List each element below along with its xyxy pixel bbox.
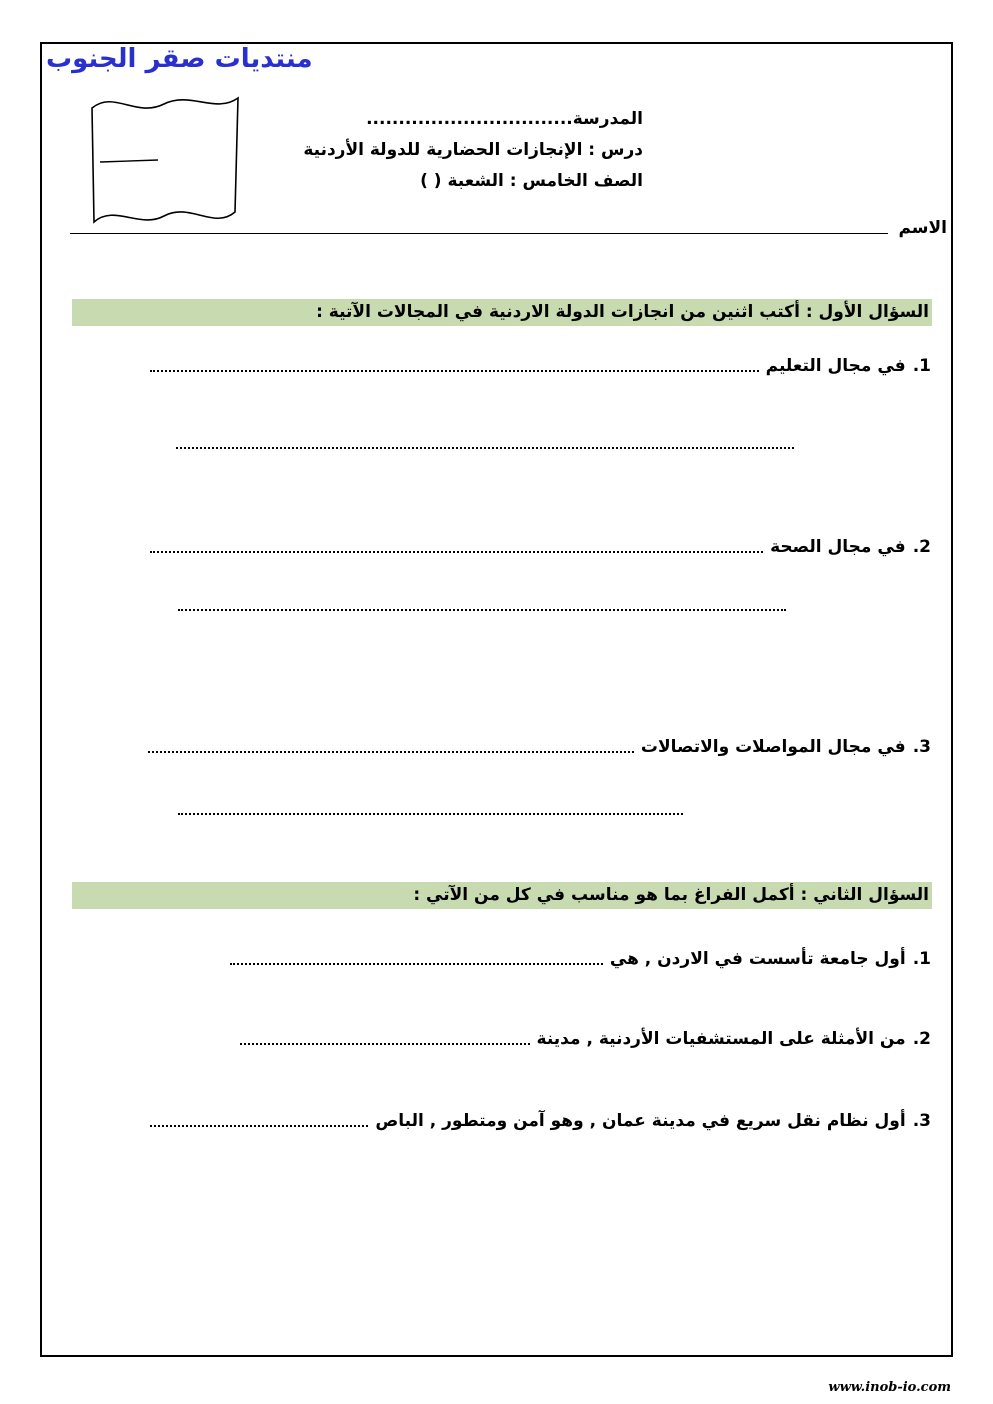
question2-title-bar: السؤال الثاني : أكمل الفراغ بما هو مناسب في كل من الآتي :	[72, 882, 932, 909]
q2-item-1-number: 1.	[912, 949, 931, 969]
lesson-line: درس : الإنجازات الحضارية للدولة الأردنية	[303, 140, 643, 160]
name-label: الاسم	[898, 218, 947, 238]
name-row	[70, 218, 947, 238]
q2-item-2-text: من الأمثلة على المستشفيات الأردنية , مدينة	[536, 1029, 906, 1049]
q1-item-2-answer-line-2	[178, 609, 786, 611]
q1-item-2-label: في مجال الصحة	[770, 537, 906, 557]
site-url: www.inob-io.com	[828, 1380, 951, 1395]
q1-item-2-answer-dots	[150, 551, 763, 553]
watermark-text: منتديات صقر الجنوب	[46, 44, 313, 74]
q2-item-1-text: أول جامعة تأسست في الاردن , هي	[609, 949, 906, 969]
q1-item-1-answer-dots	[150, 370, 759, 372]
question1-title-bar: السؤال الأول : أكتب اثنين من انجازات الدولة الاردنية في المجالات الآتية :	[72, 299, 932, 326]
q1-item-1-label: في مجال التعليم	[765, 356, 906, 376]
q2-item-2-blank	[240, 1043, 530, 1045]
q2-item-3-number: 3.	[912, 1111, 931, 1131]
name-blank-line	[70, 233, 888, 234]
q1-item-3-answer-line-2	[178, 813, 683, 815]
q2-item-1	[230, 943, 931, 969]
q1-item-2-number: 2.	[912, 537, 931, 557]
q2-item-2-number: 2.	[912, 1029, 931, 1049]
q1-item-2	[150, 531, 931, 557]
school-line: المدرسة................................	[366, 109, 643, 129]
q1-item-3-label: في مجال المواصلات والاتصالات	[640, 737, 906, 757]
q2-item-3	[150, 1105, 931, 1131]
q1-item-1-answer-line-2	[176, 447, 794, 449]
q2-item-1-blank	[230, 963, 603, 965]
q1-item-3	[148, 731, 931, 757]
q1-item-3-answer-dots	[148, 751, 634, 753]
header-block	[303, 104, 643, 197]
q2-item-3-text: أول نظام نقل سريع في مدينة عمان , وهو آمن ومتطور , الباص	[375, 1111, 906, 1131]
q2-item-2	[240, 1023, 931, 1049]
q2-item-3-blank	[150, 1125, 368, 1127]
flag-drawing-icon	[78, 84, 250, 240]
q1-item-1	[150, 350, 931, 376]
q1-item-1-number: 1.	[912, 356, 931, 376]
q1-item-3-number: 3.	[912, 737, 931, 757]
class-section-line: الصف الخامس : الشعبة ( )	[420, 171, 643, 191]
